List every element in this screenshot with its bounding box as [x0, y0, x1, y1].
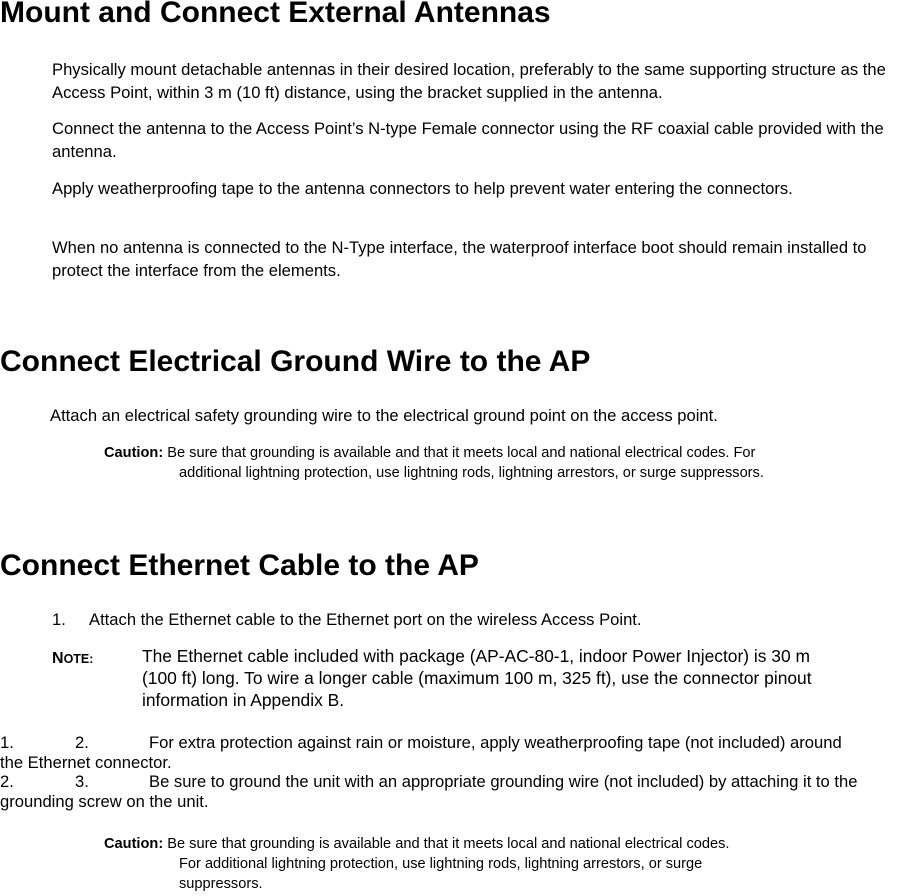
- step-weatherproofing-line1: For extra protection against rain or moisture, apply weatherproofing tape (not included) around: [149, 733, 842, 752]
- step-weatherproofing: [0, 733, 899, 773]
- caution-text-line2: additional lightning protection, use lightning rods, lightning arrestors, or surge suppressors.: [179, 465, 764, 481]
- step-ground-unit: [0, 772, 899, 812]
- step-weatherproofing-num1: 1.: [0, 733, 14, 752]
- step-weatherproofing-num2: 2.: [75, 733, 89, 752]
- caution-text-line3: suppressors.: [179, 876, 263, 892]
- step-ground-unit-num1: 2.: [0, 772, 14, 791]
- caution-text-line2: For additional lightning protection, use lightning rods, lightning arrestors, or surge: [179, 856, 703, 872]
- heading-ethernet-cable: Connect Ethernet Cable to the AP: [0, 549, 479, 582]
- caution-grounding: [104, 443, 864, 483]
- paragraph-mount: Physically mount detachable antennas in their desired location, preferably to the same supporting structure as the Access Point, within 3 m (10 ft) distance, using the bracket supplied in the antenna.: [52, 60, 886, 102]
- step-1-number: 1.: [52, 610, 66, 629]
- caution-text-line1: Be sure that grounding is available and that it meets local and national electrical codes.: [167, 836, 730, 852]
- caution-label: Caution:: [104, 836, 164, 852]
- paragraph-grounding: Attach an electrical safety grounding wire to the electrical ground point on the access point.: [50, 406, 718, 425]
- paragraph-weatherproofing: Apply weatherproofing tape to the antenna connectors to help prevent water entering the connectors.: [52, 179, 793, 198]
- note-line-2: (100 ft) long. To wire a longer cable (maximum 100 m, 325 ft), use the connector pinout: [142, 668, 812, 688]
- step-weatherproofing-line2: the Ethernet connector.: [0, 753, 172, 772]
- paragraph-no-antenna: When no antenna is connected to the N-Type interface, the waterproof interface boot should remain installed to protect the interface from the elements.: [52, 238, 867, 280]
- paragraph-connect-antenna: Connect the antenna to the Access Point’s N-type Female connector using the RF coaxial cable provided with the antenna.: [52, 119, 884, 161]
- note-label-rest: OTE:: [63, 652, 94, 666]
- step-ground-unit-line1: Be sure to ground the unit with an appropriate grounding wire (not included) by attaching it to the: [149, 772, 858, 791]
- note-label-initial: N: [52, 650, 64, 667]
- caution-label: Caution:: [104, 445, 164, 461]
- step-1-text: Attach the Ethernet cable to the Ethernet port on the wireless Access Point.: [89, 610, 642, 629]
- heading-ground-wire: Connect Electrical Ground Wire to the AP: [0, 345, 591, 378]
- caution-ethernet-grounding: [104, 834, 864, 894]
- note-line-1: The Ethernet cable included with package (AP-AC-80-1, indoor Power Injector) is 30 m: [142, 646, 810, 666]
- caution-text-line1: Be sure that grounding is available and that it meets local and national electrical codes. For: [167, 445, 756, 461]
- note-line-3: information in Appendix B.: [142, 690, 345, 710]
- note-label: [52, 648, 93, 670]
- step-ground-unit-num2: 3.: [75, 772, 89, 791]
- heading-mount-antennas: Mount and Connect External Antennas: [0, 0, 551, 29]
- note-text: [142, 645, 892, 711]
- step-ground-unit-line2: grounding screw on the unit.: [0, 792, 209, 811]
